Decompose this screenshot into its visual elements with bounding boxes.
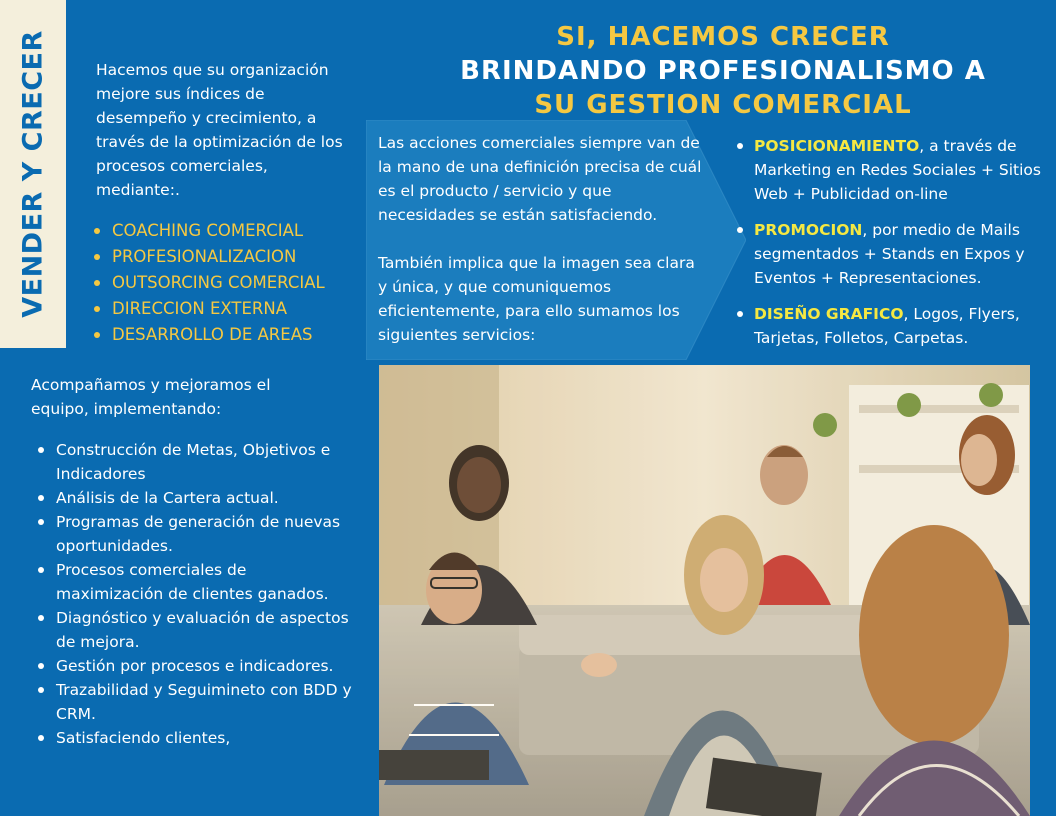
team-meeting-photo [379,365,1030,816]
team-action-item: Diagnóstico y evaluación de aspectos de mejora. [36,606,356,654]
team-action-item: Análisis de la Cartera actual. [36,486,356,510]
service-keyword: POSICIONAMIENTO [754,137,920,155]
team-action-item: Satisfaciendo clientes, [36,726,356,750]
team-action-item: Procesos comerciales de maximización de clientes ganados. [36,558,356,606]
headline [400,20,1046,122]
headline-line-3: SU GESTION COMERCIAL [534,90,912,120]
marketing-services-list [736,134,1046,362]
arrow-paragraph-2: También implica que la imagen sea clara y única, y que comuniquemos eficientemente, para ello sumamos los siguientes servicios: [378,254,695,344]
core-service-item: COACHING COMERCIAL [92,218,362,244]
service-keyword: DISEÑO GRAFICO [754,305,904,323]
service-item-promocion [736,218,1046,290]
side-tab-label: VENDER Y CRECER [17,30,49,318]
headline-line-1: SI, HACEMOS CRECER [556,22,890,52]
core-services-list [92,218,362,348]
service-description: , a través de Marketing en Redes Sociales + Sitios Web + Publicidad on-line [754,137,1041,203]
arrow-paragraph-1: Las acciones comerciales siempre van de la mano de una definición precisa de cuál es el producto / servicio y que necesidades se están satisfaciendo. [378,134,702,224]
team-action-item: Programas de generación de nuevas oportunidades. [36,510,356,558]
core-service-item: OUTSORCING COMERCIAL [92,270,362,296]
team-action-item: Trazabilidad y Seguimineto con BDD y CRM. [36,678,356,726]
team-action-item: Gestión por procesos e indicadores. [36,654,356,678]
service-description: , Logos, Flyers, Tarjetas, Folletos, Carpetas. [754,305,1020,347]
arrow-text-block [378,131,708,347]
service-description: , por medio de Mails segmentados + Stands en Expos y Eventos + Representaciones. [754,221,1025,287]
core-service-item: DESARROLLO DE AREAS [92,322,362,348]
team-actions-list [36,438,356,750]
headline-line-2: BRINDANDO PROFESIONALISMO A [460,56,986,86]
service-item-diseno-grafico [736,302,1046,350]
team-action-item: Construcción de Metas, Objetivos e Indicadores [36,438,356,486]
intro-text: Hacemos que su organización mejore sus índices de desempeño y crecimiento, a través de la optimización de los procesos comerciales, mediante:. [96,61,343,199]
core-service-item: PROFESIONALIZACION [92,244,362,270]
core-service-item: DIRECCION EXTERNA [92,296,362,322]
side-tab [0,0,66,348]
service-keyword: PROMOCION [754,221,863,239]
team-meeting-illustration [379,365,1030,816]
team-intro-text: Acompañamos y mejoramos el equipo, implementando: [31,376,271,418]
service-item-posicionamiento [736,134,1046,206]
